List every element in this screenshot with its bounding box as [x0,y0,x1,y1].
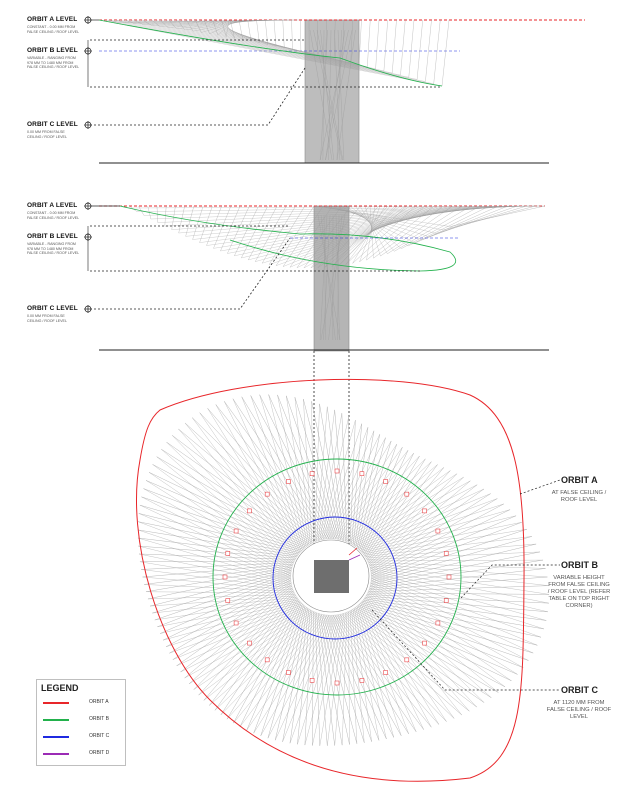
anchor-marker [405,492,409,496]
anchor-marker [360,678,364,682]
anchor-marker [310,678,314,682]
cable-line [139,513,291,577]
anchor-marker [335,681,339,685]
anchor-marker [310,472,314,476]
cable-line [327,613,344,746]
cable-line [99,20,442,86]
cable-line [221,613,319,715]
orbit-a-level-note: CONSTANT - 0.00 MM FROM FALSE CEILING / ROOF LEVEL [27,25,80,34]
anchor-marker [247,509,251,513]
cable-line [169,20,326,57]
cable-line [367,20,370,67]
anchor-marker [444,599,448,603]
cable-line [335,615,409,734]
cable-line [363,600,541,637]
level-marker-icon [84,305,92,313]
cable-line [401,20,406,75]
cable-line [283,20,285,48]
cable-line [366,596,455,718]
legend [36,679,126,766]
cable-line [200,413,298,557]
anchor-marker [436,621,440,625]
anchor-marker [384,671,388,675]
cable-line [333,441,391,539]
cable-line [149,472,306,547]
cable-line [315,612,320,746]
cable-line [353,427,368,545]
level-marker-icon [84,202,92,210]
cable-line [192,418,296,558]
cable-line [153,464,308,546]
cable-line [138,546,291,584]
cable-line [140,505,291,576]
cable-line [292,20,293,50]
leader-orbit-c-upper [90,68,305,125]
cable-line [220,206,240,251]
legend-item [37,747,125,761]
upper-section-cables [99,20,449,160]
legend-item [37,696,125,710]
cable-line [359,499,498,550]
cable-line [422,206,508,240]
cable-line [356,489,484,547]
cable-line [265,20,267,45]
cable-line [384,20,388,71]
cable-line [359,20,362,65]
anchor-marker [265,658,269,662]
cable-line [172,435,294,562]
cable-line [360,206,387,254]
orbit-b-plan-title: ORBIT B [561,560,598,570]
cable-line [370,584,511,680]
anchor-marker [335,469,339,473]
orbit-b-level-note: VARIABLE - RANGING FROM 978 MM TO 1480 MM FROM FALSE CEILING / ROOF LEVEL [27,56,80,70]
legend-label: ORBIT B [89,716,109,722]
legend-label: ORBIT A [89,699,109,705]
level-marker-icon [84,121,92,129]
column-plan [314,560,349,593]
anchor-marker [223,575,227,579]
orbit-a-level-title: ORBIT A LEVEL [27,202,78,209]
anchor-marker [444,551,448,555]
legend-item [37,713,125,727]
orbit-a-plan-title: ORBIT A [561,475,598,485]
cable-line [297,615,337,745]
anchor-marker [234,621,238,625]
orbit-a-level-title: ORBIT A LEVEL [27,16,78,23]
anchor-marker [265,492,269,496]
legend-item [37,730,125,744]
cable-line [318,613,335,746]
legend-swatch [43,736,69,738]
anchor-marker [360,472,364,476]
orbit-b-level-title: ORBIT B LEVEL [27,233,78,240]
cable-line [360,504,504,551]
legend-label: ORBIT D [89,750,110,756]
cable-line [369,477,464,565]
orbit-c-plan-note: AT 1120 MM FROM FALSE CEILING / ROOF LEVEL [546,700,612,720]
cable-line [199,611,313,695]
orbit-c-level-note: 0.00 MM FROM FALSE CEILING / ROOF LEVEL [27,314,67,323]
cable-line [376,20,379,69]
anchor-marker [447,575,451,579]
legend-label: ORBIT C [89,733,110,739]
cable-line [354,431,374,546]
anchor-marker [436,529,440,533]
anchor-marker [226,551,230,555]
anchor-marker [226,599,230,603]
cable-line [415,206,499,243]
cable-line [434,20,441,84]
orbit-c-level-note: 0.00 MM FROM FALSE CEILING / ROOF LEVEL [27,130,67,139]
leader-orbit-c-lower [90,238,290,309]
cable-line [220,206,480,251]
cable-line [216,405,323,540]
cable-line [139,513,300,553]
cable-line [408,206,489,246]
orbit-c-level-title: ORBIT C LEVEL [27,305,78,312]
cable-line [140,505,301,552]
cable-line [366,596,548,612]
cable-line [138,530,291,581]
orbit-c-level-title: ORBIT C LEVEL [27,121,78,128]
cable-line [274,20,276,46]
cable-line [371,583,518,675]
cable-line [357,606,517,675]
cable-line [268,615,331,738]
cable-line [233,399,302,552]
cable-line [114,20,417,79]
cable-line [141,497,302,551]
legend-swatch [43,702,69,704]
cable-line [189,609,310,683]
cable-line [358,605,401,736]
anchor-marker [247,641,251,645]
cable-line [251,395,304,549]
cable-line [335,410,346,542]
cable-line [359,605,524,668]
cable-line [352,609,491,697]
cable-line [200,413,320,541]
orbit-a-plan-note: AT FALSE CEILING / ROOF LEVEL [551,490,607,503]
cable-line [148,594,295,599]
cable-line [350,420,355,543]
cable-line [417,20,423,79]
cable-line [357,606,394,738]
cable-line [409,20,414,77]
orbit-b-plan-note: VARIABLE HEIGHT FROM FALSE CEILING / ROOF LEVEL (REFER TABLE ON TOP RIGHT CORNER) [547,575,611,609]
cable-line [227,614,321,719]
cable-line [342,612,347,745]
legend-title: LEGEND [41,683,79,693]
cable-line [216,405,300,554]
cable-line [357,494,490,549]
cable-line [354,608,379,741]
cable-line [144,584,294,591]
anchor-marker [286,671,290,675]
anchor-marker [423,509,427,513]
cable-line [242,397,328,539]
cable-line [361,602,533,653]
cable-line [368,592,477,707]
cable-line [340,453,414,540]
cable-line [369,564,548,577]
anchor-marker [234,529,238,533]
anchor-marker [384,479,388,483]
cable-line [392,20,396,73]
orbit-a-level-note: CONSTANT - 0.00 MM FROM FALSE CEILING / ROOF LEVEL [27,211,80,220]
cable-line [346,612,462,715]
orbit-c-plan-title: ORBIT C [561,685,598,695]
cable-line [248,206,460,260]
cable-line [442,20,449,86]
cable-line [260,395,331,539]
cable-line [323,614,357,744]
cable-line [370,489,484,570]
cable-line [193,206,204,240]
legend-swatch [43,753,69,755]
cable-line [369,577,548,590]
anchor-marker [286,479,290,483]
cable-line [367,593,469,711]
cable-line [300,20,301,51]
cable-line [320,613,342,745]
cable-line [315,404,320,542]
cable-line [178,429,314,542]
level-marker-icon [84,16,92,24]
cable-line [325,615,365,743]
orbit-b-level-note: VARIABLE - RANGING FROM 978 MM TO 1480 MM FROM FALSE CEILING / ROOF LEVEL [27,242,80,256]
cable-line [255,206,286,262]
anchor-marker [405,658,409,662]
cable-line [366,595,461,715]
cable-line [361,510,510,552]
column-upper-section [305,20,359,163]
orbit-b-level-title: ORBIT B LEVEL [27,47,78,54]
cable-line [370,552,540,586]
cable-line [367,560,543,561]
legend-swatch [43,719,69,721]
cable-line [143,489,291,573]
cable-line [143,489,303,550]
cable-line [387,206,461,254]
cable-line [336,615,416,732]
cable-line [167,442,294,563]
cable-line [213,206,230,248]
cable-line [192,418,317,542]
cable-line [369,587,498,692]
anchor-marker [423,641,427,645]
